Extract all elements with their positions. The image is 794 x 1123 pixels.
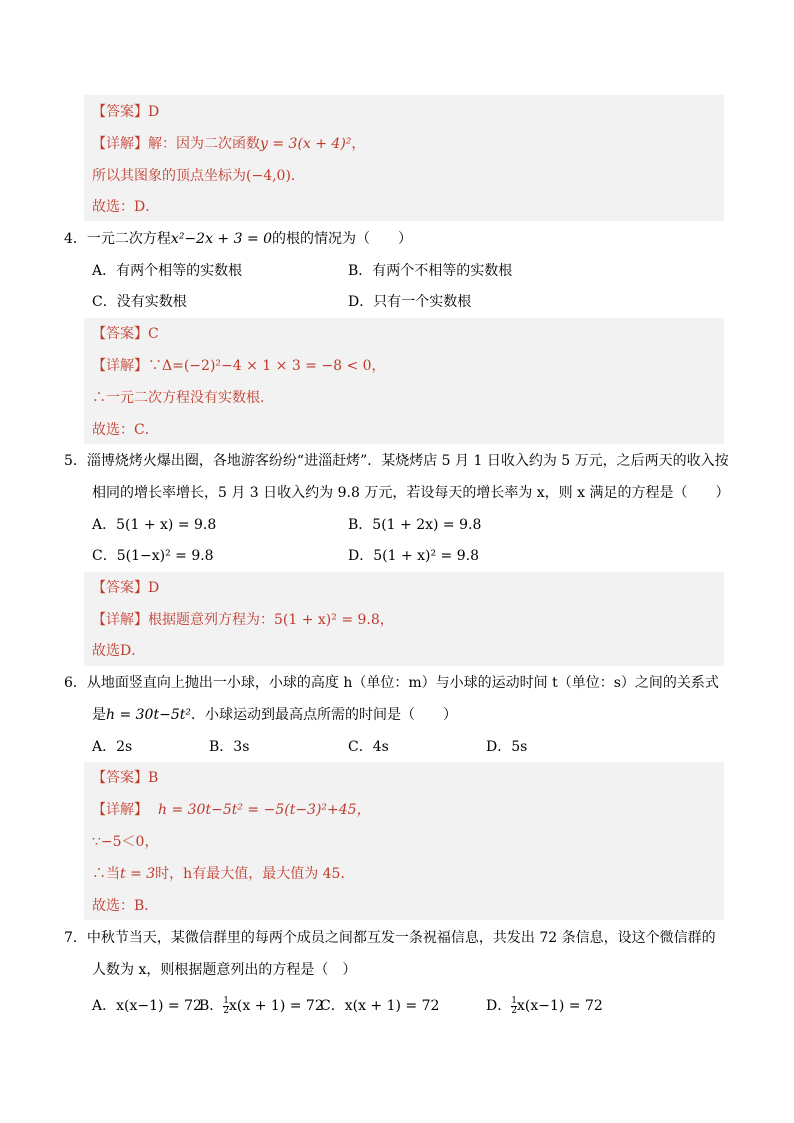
q3-answer-line (92, 102, 159, 122)
q7-option-d (486, 996, 603, 1016)
q7-option-b (199, 996, 324, 1016)
q6-stem-line1: 6．从地面竖直向上抛出一小球，小球的高度 h（单位：m）与小球的运动时间 t（单位：s）之间的关系式 (64, 675, 719, 691)
detail-label: 【详解】 (92, 136, 148, 152)
q7-stem-line1: 7．中秋节当天，某微信群里的每两个成员之间都互发一条祝福信息，共发出 72 条信息，设这个微信群的 (64, 930, 716, 946)
stem-suffix: 的根的情况为（ ） (272, 231, 413, 247)
answer-label: 【答案】 (92, 104, 148, 120)
q5-conclusion: 故选D． (92, 643, 146, 659)
detail-text: ∴当 (92, 866, 120, 882)
q6-detail-line3 (92, 864, 354, 884)
detail-text: 根据题意列方程为： (148, 612, 274, 628)
q6-option-a: A．2s (92, 739, 133, 755)
stem-math: h = 30t−5t² (106, 707, 191, 723)
option-math: x(x + 1) = 72 (229, 998, 324, 1014)
q5-option-d: D．5(1 + x)² = 9.8 (348, 548, 479, 564)
detail-suffix: ， (351, 136, 366, 152)
fraction-denominator: 2 (511, 1005, 517, 1016)
answer-label: 【答案】 (92, 770, 148, 786)
q5-stem-line1: 5．淄博烧烤火爆出圈，各地游客纷纷“进淄赶烤”．某烧烤店 5 月 1 日收入约为 5 万元，之后两天的收入按 (64, 453, 729, 469)
option-math: x(x−1) = 72 (516, 998, 603, 1014)
answer-value: D (148, 104, 160, 120)
q6-option-c: C．4s (348, 739, 389, 755)
detail-math: h = 30t−5t² = −5(t−3)²+45， (158, 802, 371, 818)
q5-option-c: C．5(1−x)² = 9.8 (92, 548, 214, 564)
detail-suffix: 时，h有最大值，最大值为 45． (155, 866, 355, 882)
detail-math: t = 3 (120, 866, 156, 882)
answer-value: C (148, 326, 159, 342)
detail-math: y = 3(x + 4)² (260, 136, 352, 152)
option-prefix: B． (199, 998, 224, 1014)
answer-label: 【答案】 (92, 580, 148, 596)
q6-conclusion: 故选：B． (92, 898, 159, 914)
q3-answer-box (84, 95, 724, 221)
stem-math: x²−2x + 3 = 0 (170, 231, 273, 247)
q6-option-b: B．3s (209, 739, 250, 755)
q5-stem-line2: 相同的增长率增长，5 月 3 日收入约为 9.8 万元，若设每天的增长率为 x，则 x 满足的方程是（ ） (92, 485, 730, 501)
detail-label: 【详解】 (92, 358, 148, 374)
detail-text: 所以其图象的顶点坐标为 (92, 168, 246, 184)
q7-option-c: C．x(x + 1) = 72 (320, 998, 440, 1014)
q5-detail-line1 (92, 610, 394, 630)
stem-text: 4．一元二次方程 (64, 231, 171, 247)
answer-value: D (148, 580, 160, 596)
fraction-numerator: 1 (511, 995, 517, 1006)
q4-conclusion: 故选：C． (92, 422, 159, 438)
detail-math: 5(1 + x)² = 9.8， (274, 612, 394, 628)
q5-answer-line (92, 578, 159, 598)
q7-stem-line2: 人数为 x，则根据题意列出的方程是（ ） (92, 962, 357, 978)
q6-answer-box (84, 762, 724, 920)
q6-detail-line2: ∵−5＜0， (92, 834, 159, 850)
detail-math: (−4,0) (246, 168, 291, 184)
answer-value: B (148, 770, 159, 786)
q4-option-a: A．有两个相等的实数根 (92, 263, 243, 279)
detail-math: ∵Δ=(−2)²−4 × 1 × 3 = −8 < 0， (148, 358, 386, 374)
detail-label: 【详解】 (92, 802, 148, 818)
q4-detail-line2: ∴一元二次方程没有实数根. (92, 390, 265, 406)
q6-detail-line1 (92, 800, 371, 820)
q6-stem-line2 (92, 705, 457, 725)
detail-label: 【详解】 (92, 612, 148, 628)
stem-text: 是 (92, 707, 106, 723)
detail-suffix: ． (290, 168, 305, 184)
q3-detail-line1 (92, 134, 365, 154)
q5-option-a: A．5(1 + x) = 9.8 (92, 517, 217, 533)
answer-label: 【答案】 (92, 326, 148, 342)
q4-option-c: C．没有实数根 (92, 294, 187, 310)
q7-option-a: A．x(x−1) = 72 (92, 998, 202, 1014)
q3-detail-line2 (92, 166, 305, 186)
detail-text: 解：因为二次函数 (148, 136, 260, 152)
q4-answer-box (84, 318, 724, 444)
q4-option-b: B．有两个不相等的实数根 (348, 263, 513, 279)
q6-option-d: D．5s (486, 739, 528, 755)
fraction-denominator: 2 (223, 1005, 230, 1016)
option-prefix: D． (486, 998, 512, 1014)
q5-option-b: B．5(1 + 2x) = 9.8 (348, 517, 482, 533)
fraction-numerator: 1 (223, 995, 230, 1006)
q3-conclusion: 故选：D． (92, 199, 160, 215)
q6-answer-line (92, 768, 158, 788)
stem-suffix: ．小球运动到最高点所需的时间是（ ） (190, 707, 457, 723)
q4-stem (64, 229, 412, 249)
q4-detail-line1 (92, 356, 386, 376)
q4-option-d: D．只有一个实数根 (348, 294, 472, 310)
q4-answer-line (92, 324, 159, 344)
